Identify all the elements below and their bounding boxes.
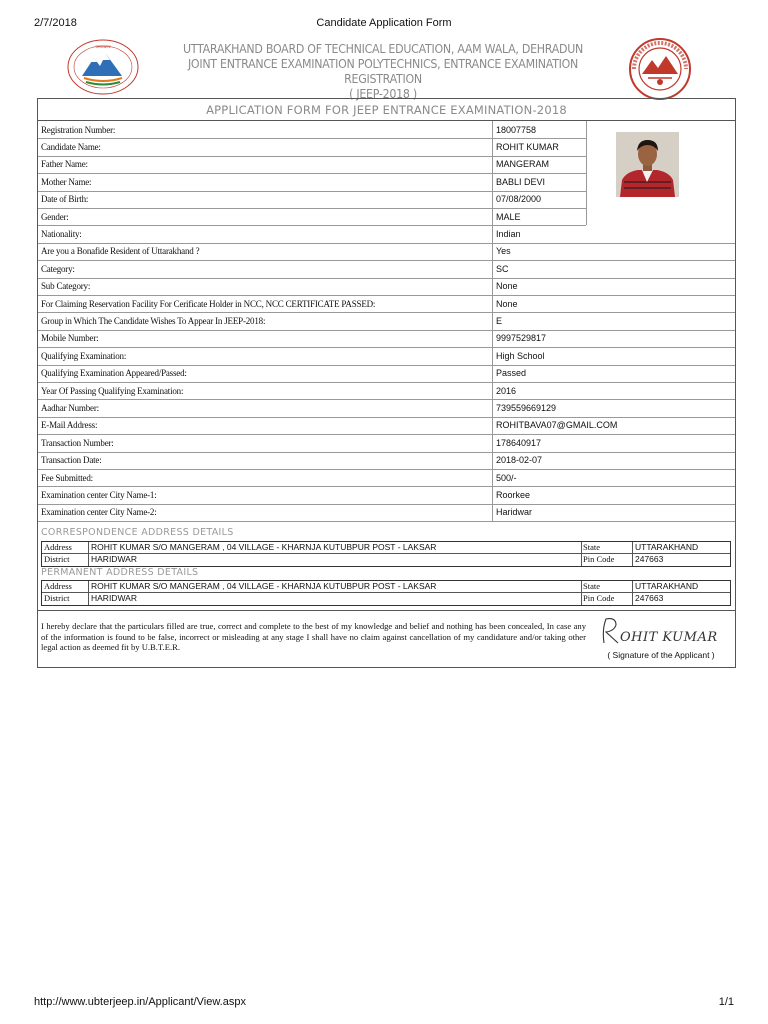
- field-label: Sub Category:: [41, 281, 91, 292]
- application-form: [37, 98, 736, 668]
- state-value: UTTARAKHAND: [635, 581, 699, 591]
- header-line-1: UTTARAKHAND BOARD OF TECHNICAL EDUCATION, AAM WALA, DEHRADUN: [182, 42, 584, 56]
- row-divider: [38, 312, 735, 313]
- field-value: Roorkee: [496, 490, 531, 501]
- permanent-row-address: [42, 581, 730, 593]
- row-divider: [38, 225, 586, 226]
- row-divider: [38, 347, 735, 348]
- field-value: BABLI DEVI: [496, 176, 546, 187]
- print-page: 1/1: [718, 996, 734, 1008]
- field-row: [38, 243, 735, 260]
- row-divider: [38, 330, 735, 331]
- field-row: [38, 191, 586, 208]
- field-label: Examination center City Name-1:: [41, 490, 157, 501]
- field-label: Transaction Date:: [41, 455, 102, 466]
- field-label: For Claiming Reservation Facility For Cerificate Holder in NCC, NCC CERTIFICATE PASSED:: [41, 298, 376, 309]
- print-title: Candidate Application Form: [316, 17, 452, 29]
- applicant-photo-icon: [616, 132, 679, 197]
- signature-box: [594, 613, 728, 665]
- pin-label: Pin Code: [583, 593, 615, 603]
- address-label: Address: [44, 542, 72, 552]
- field-value: Passed: [496, 368, 527, 379]
- field-row: [38, 312, 735, 329]
- declaration-section: [38, 610, 735, 668]
- field-value: 2018-02-07: [496, 455, 543, 466]
- field-value: 739559669129: [496, 403, 557, 414]
- field-label: Year Of Passing Qualifying Examination:: [41, 385, 184, 396]
- field-label: Date of Birth:: [41, 194, 89, 205]
- state-emblem-logo-icon: [66, 38, 140, 96]
- field-label: Mobile Number:: [41, 333, 99, 344]
- field-row: [38, 330, 735, 347]
- row-divider: [38, 260, 735, 261]
- field-value: 2016: [496, 385, 517, 396]
- field-label: Registration Number:: [41, 124, 116, 135]
- declaration-text: I hereby declare that the particulars filled are true, correct and complete to the best of my knowledge and belief and nothing has been concealed, In case any of the information is found to be false, incorrect or misleading at any stage I shall have no claim against cancellation of my candidature and/or taking other legal action as deemed fit by U.B.T.E.R.: [41, 621, 586, 653]
- permanent-table: [41, 580, 731, 606]
- correspondence-heading: CORRESPONDENCE ADDRESS DETAILS: [41, 527, 234, 538]
- field-row: [38, 295, 735, 312]
- field-label: Examination center City Name-2:: [41, 507, 157, 518]
- row-divider: [38, 156, 586, 157]
- field-row: [38, 278, 735, 295]
- address-label: Address: [44, 581, 72, 591]
- row-divider: [38, 295, 735, 296]
- field-row: [38, 469, 735, 486]
- field-value: Indian: [496, 229, 521, 240]
- row-divider: [38, 365, 735, 366]
- pin-value: 247663: [635, 593, 664, 603]
- field-row: [38, 138, 586, 155]
- correspondence-table: [41, 541, 731, 567]
- field-value: 178640917: [496, 437, 542, 448]
- field-row: [38, 399, 735, 416]
- row-divider: [38, 278, 735, 279]
- field-label: Nationality:: [41, 229, 82, 240]
- row-divider: [38, 434, 735, 435]
- board-header: [169, 42, 598, 102]
- field-label: Mother Name:: [41, 176, 92, 187]
- field-row: [38, 156, 586, 173]
- correspondence-row-district: [42, 554, 730, 566]
- row-divider: [38, 399, 735, 400]
- field-row: [38, 486, 735, 503]
- field-label: Candidate Name:: [41, 142, 101, 153]
- board-seal-logo-icon: [628, 38, 692, 100]
- field-row: [38, 365, 735, 382]
- field-row: [38, 173, 586, 190]
- state-label: State: [583, 581, 600, 591]
- permanent-row-district: [42, 593, 730, 605]
- field-row: [38, 208, 586, 225]
- field-label: Qualifying Examination:: [41, 350, 127, 361]
- row-divider: [38, 138, 586, 139]
- field-row: [38, 452, 735, 469]
- print-url: http://www.ubterjeep.in/Applicant/View.aspx: [34, 996, 246, 1008]
- row-divider: [38, 208, 586, 209]
- field-label: Category:: [41, 263, 75, 274]
- field-value: None: [496, 281, 518, 292]
- field-label: E-Mail Address:: [41, 420, 98, 431]
- field-value: MALE: [496, 211, 521, 222]
- svg-text:उत्तराखण्ड: उत्तराखण्ड: [95, 44, 111, 49]
- field-value: 9997529817: [496, 333, 547, 344]
- field-row: [38, 504, 735, 521]
- state-label: State: [583, 542, 600, 552]
- field-value: ROHIT KUMAR: [496, 142, 559, 153]
- field-value: E: [496, 316, 503, 327]
- field-row: [38, 434, 735, 451]
- row-divider: [38, 382, 735, 383]
- field-row: [38, 417, 735, 434]
- field-value: Haridwar: [496, 507, 533, 518]
- field-label: Aadhar Number:: [41, 403, 99, 414]
- row-divider: [38, 243, 735, 244]
- field-label: Transaction Number:: [41, 437, 114, 448]
- print-date: 2/7/2018: [34, 17, 77, 29]
- field-value: SC: [496, 263, 509, 274]
- svg-text:OHIT KUMAR: OHIT KUMAR: [620, 630, 718, 645]
- field-row: [38, 260, 735, 277]
- row-divider: [38, 452, 735, 453]
- field-label: Group in Which The Candidate Wishes To Appear In JEEP-2018:: [41, 316, 266, 327]
- district-value: HARIDWAR: [91, 593, 137, 603]
- state-value: UTTARAKHAND: [635, 542, 699, 552]
- form-title: APPLICATION FORM FOR JEEP ENTRANCE EXAMINATION-2018: [38, 99, 735, 121]
- district-label: District: [44, 593, 70, 603]
- field-label: Qualifying Examination Appeared/Passed:: [41, 368, 187, 379]
- pin-value: 247663: [635, 554, 664, 564]
- header-line-3: ( JEEP-2018 ): [349, 87, 417, 101]
- district-value: HARIDWAR: [91, 554, 137, 564]
- header-line-2: JOINT ENTRANCE EXAMINATION POLYTECHNICS, ENTRANCE EXAMINATION REGISTRATION: [187, 57, 579, 86]
- field-value: High School: [496, 350, 545, 361]
- field-value: 18007758: [496, 124, 537, 135]
- row-divider: [38, 521, 735, 522]
- field-value: Yes: [496, 246, 511, 257]
- row-divider: [38, 417, 735, 418]
- field-label: Fee Submitted:: [41, 472, 93, 483]
- applicant-signature: [594, 613, 728, 649]
- field-label: Gender:: [41, 211, 69, 222]
- field-value: ROHITBAVA07@GMAIL.COM: [496, 420, 618, 431]
- field-row: [38, 121, 586, 138]
- field-value: None: [496, 298, 518, 309]
- field-label: Are you a Bonafide Resident of Uttarakhand ?: [41, 246, 200, 257]
- field-value: 500/-: [496, 472, 517, 483]
- address-value: ROHIT KUMAR S/O MANGERAM , 04 VILLAGE - KHARNJA KUTUBPUR POST - LAKSAR: [91, 581, 437, 591]
- row-divider: [38, 504, 735, 505]
- permanent-heading: PERMANENT ADDRESS DETAILS: [41, 567, 199, 578]
- pin-label: Pin Code: [583, 554, 615, 564]
- district-label: District: [44, 554, 70, 564]
- row-divider: [38, 173, 586, 174]
- row-divider: [38, 469, 735, 470]
- row-divider: [38, 486, 735, 487]
- field-value: 07/08/2000: [496, 194, 542, 205]
- field-label: Father Name:: [41, 159, 88, 170]
- address-value: ROHIT KUMAR S/O MANGERAM , 04 VILLAGE - KHARNJA KUTUBPUR POST - LAKSAR: [91, 542, 437, 552]
- photo-column-divider: [586, 121, 587, 225]
- row-divider: [38, 191, 586, 192]
- field-value: MANGERAM: [496, 159, 550, 170]
- correspondence-row-address: [42, 542, 730, 554]
- field-row: [38, 225, 735, 242]
- field-row: [38, 382, 735, 399]
- column-divider: [492, 121, 493, 521]
- signature-caption: ( Signature of the Applicant ): [607, 650, 715, 660]
- field-row: [38, 347, 735, 364]
